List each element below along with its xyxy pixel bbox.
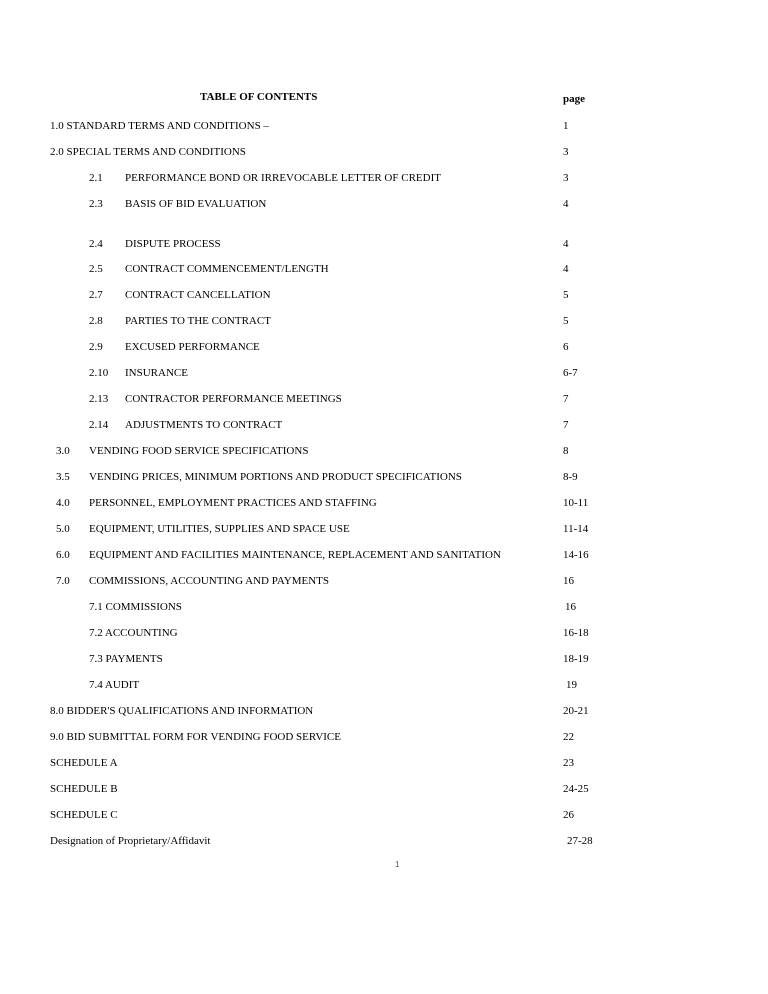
toc-entry-page: 6 — [563, 341, 569, 353]
toc-entry-text: EQUIPMENT, UTILITIES, SUPPLIES AND SPACE USE — [89, 523, 350, 535]
toc-entry-text: VENDING PRICES, MINIMUM PORTIONS AND PRODUCT SPECIFICATIONS — [89, 471, 462, 483]
toc-entry-text: CONTRACT COMMENCEMENT/LENGTH — [125, 263, 329, 275]
toc-entry-number: 3.5 — [56, 471, 70, 483]
toc-entry-page: 6-7 — [563, 367, 578, 379]
toc-entry-page: 1 — [563, 120, 569, 132]
toc-entry-number: 3.0 — [56, 445, 70, 457]
toc-entry-text: EXCUSED PERFORMANCE — [125, 341, 260, 353]
toc-entry-page: 4 — [563, 238, 569, 250]
toc-title: TABLE OF CONTENTS — [200, 91, 318, 103]
toc-entry-number: 2.8 — [89, 315, 103, 327]
toc-entry-text: CONTRACTOR PERFORMANCE MEETINGS — [125, 393, 342, 405]
toc-entry-number: 2.13 — [89, 393, 109, 405]
toc-entry-text: SCHEDULE C — [50, 809, 118, 821]
toc-entry-number: 2.5 — [89, 263, 103, 275]
toc-entry-text: INSURANCE — [125, 367, 188, 379]
toc-entry-text: SCHEDULE B — [50, 783, 118, 795]
toc-entry-text: PERFORMANCE BOND OR IRREVOCABLE LETTER OF CREDIT — [125, 172, 441, 184]
toc-entry-page: 20-21 — [563, 705, 589, 717]
toc-entry-text: VENDING FOOD SERVICE SPECIFICATIONS — [89, 445, 309, 457]
toc-entry-text: EQUIPMENT AND FACILITIES MAINTENANCE, REPLACEMENT AND SANITATION — [89, 549, 501, 561]
toc-entry-number: 7.0 — [56, 575, 70, 587]
toc-entry-text: PARTIES TO THE CONTRACT — [125, 315, 271, 327]
toc-entry-number: 2.3 — [89, 198, 103, 210]
toc-entry-page: 7 — [563, 393, 569, 405]
toc-entry-page: 23 — [563, 757, 574, 769]
toc-entry-page: 24-25 — [563, 783, 589, 795]
toc-entry-page: 14-16 — [563, 549, 589, 561]
toc-entry-number: 2.4 — [89, 238, 103, 250]
toc-entry-page: 11-14 — [563, 523, 589, 535]
toc-entry-page: 4 — [563, 198, 569, 210]
toc-entry-text: ADJUSTMENTS TO CONTRACT — [125, 419, 283, 431]
toc-entry-text: BASIS OF BID EVALUATION — [125, 198, 267, 210]
toc-entry-text: 9.0 BID SUBMITTAL FORM FOR VENDING FOOD SERVICE — [50, 731, 341, 743]
toc-entry-text: 7.2 ACCOUNTING — [89, 627, 178, 639]
toc-entry-number: 2.9 — [89, 341, 103, 353]
footer-page-number: 1 — [395, 860, 400, 869]
toc-entry-page: 8 — [563, 445, 569, 457]
toc-entry-page: 5 — [563, 315, 569, 327]
toc-entry-page: 3 — [563, 146, 569, 158]
toc-entry-page: 26 — [563, 809, 574, 821]
toc-entry-text: PERSONNEL, EMPLOYMENT PRACTICES AND STAFFING — [89, 497, 377, 509]
toc-entry-text: 8.0 BIDDER'S QUALIFICATIONS AND INFORMATION — [50, 705, 314, 717]
toc-entry-text: Designation of Proprietary/Affidavit — [50, 835, 211, 847]
toc-entry-page: 19 — [566, 679, 577, 691]
toc-entry-text: DISPUTE PROCESS — [125, 238, 221, 250]
toc-entry-number: 2.14 — [89, 419, 109, 431]
toc-entry-page: 16 — [565, 601, 576, 613]
toc-entry-number: 2.7 — [89, 289, 103, 301]
toc-entry-text: 2.0 SPECIAL TERMS AND CONDITIONS — [50, 146, 246, 158]
toc-entry-page: 7 — [563, 419, 569, 431]
toc-entry-page: 27-28 — [567, 835, 593, 847]
toc-entry-page: 16-18 — [563, 627, 589, 639]
toc-entry-page: 18-19 — [563, 653, 589, 665]
page-column-header: page — [563, 93, 585, 105]
toc-entry-text: 7.3 PAYMENTS — [89, 653, 163, 665]
toc-entry-page: 4 — [563, 263, 569, 275]
toc-entry-page: 22 — [563, 731, 574, 743]
toc-entry-number: 6.0 — [56, 549, 70, 561]
toc-entry-page: 5 — [563, 289, 569, 301]
toc-entry-text: SCHEDULE A — [50, 757, 118, 769]
toc-entry-number: 5.0 — [56, 523, 70, 535]
toc-entry-page: 10-11 — [563, 497, 589, 509]
toc-entry-text: 7.1 COMMISSIONS — [89, 601, 182, 613]
toc-entry-page: 8-9 — [563, 471, 578, 483]
toc-entry-number: 2.10 — [89, 367, 109, 379]
toc-entry-text: CONTRACT CANCELLATION — [125, 289, 271, 301]
toc-entry-page: 3 — [563, 172, 569, 184]
toc-entry-text: COMMISSIONS, ACCOUNTING AND PAYMENTS — [89, 575, 330, 587]
toc-entry-number: 2.1 — [89, 172, 103, 184]
toc-entry-page: 16 — [563, 575, 574, 587]
toc-entry-number: 4.0 — [56, 497, 70, 509]
toc-entry-text: 7.4 AUDIT — [89, 679, 140, 691]
toc-entry-text: 1.0 STANDARD TERMS AND CONDITIONS – — [50, 120, 269, 132]
